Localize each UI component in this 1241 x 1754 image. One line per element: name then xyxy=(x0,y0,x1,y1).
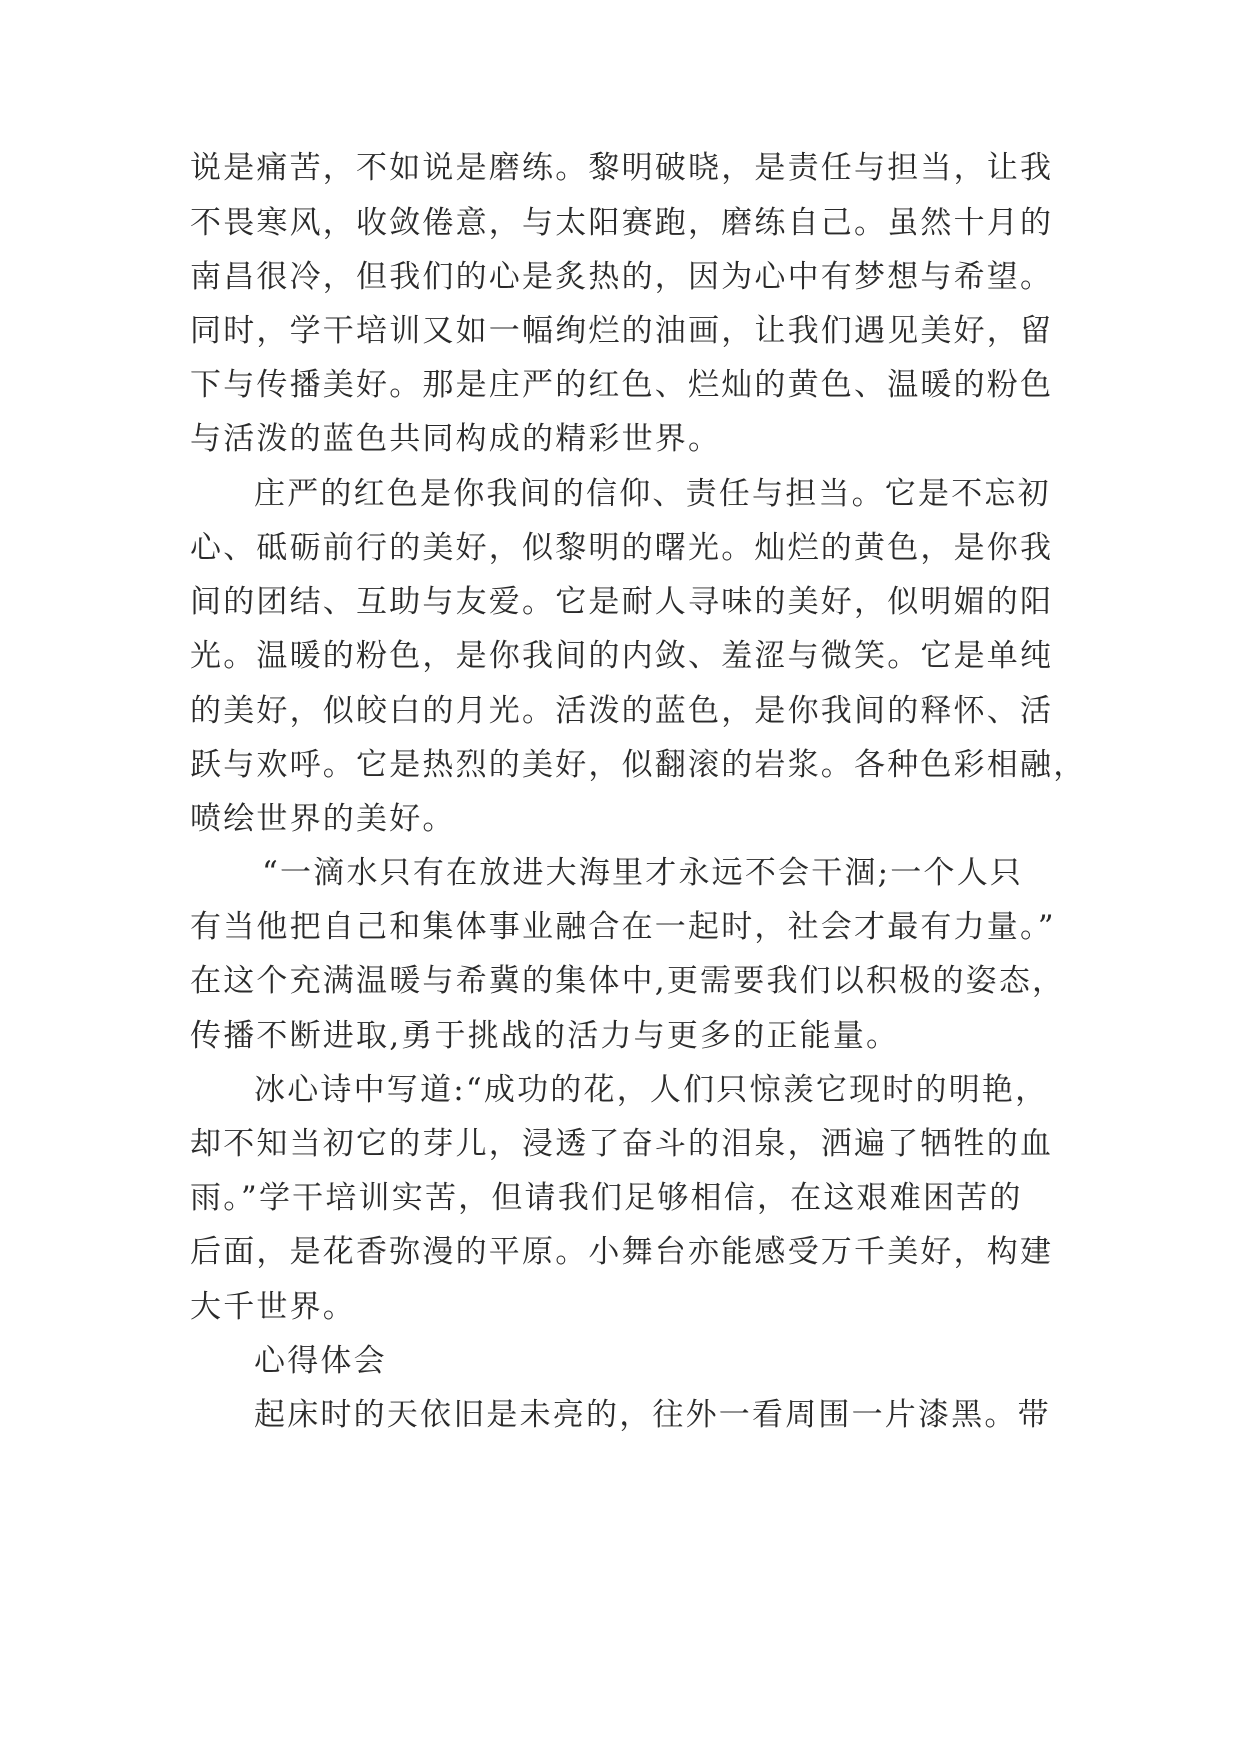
text-line: 的美好，似皎白的月光。活泼的蓝色，是你我间的释怀、活 xyxy=(190,693,1054,729)
text-line: 与活泼的蓝色共同构成的精彩世界。 xyxy=(190,421,722,457)
section-heading: 心得体会 xyxy=(254,1343,387,1379)
text-line: 不畏寒风，收敛倦意，与太阳赛跑，磨练自己。虽然十月的 xyxy=(190,205,1054,241)
paragraph-first-line: 庄严的红色是你我间的信仰、责任与担当。它是不忘初 xyxy=(254,476,1051,512)
text-line: 同时，学干培训又如一幅绚烂的油画，让我们遇见美好，留 xyxy=(190,313,1054,349)
paragraph-first-line: 起床时的天依旧是未亮的，往外一看周围一片漆黑。带 xyxy=(254,1397,1051,1433)
text-line: 间的团结、互助与友爱。它是耐人寻味的美好，似明媚的阳 xyxy=(190,584,1054,620)
text-line: 大千世界。 xyxy=(190,1289,356,1325)
quote-first-line: “一滴水只有在放进大海里才永远不会干涸;一个人只 xyxy=(262,855,1024,891)
text-line: 后面，是花香弥漫的平原。小舞台亦能感受万千美好，构建 xyxy=(190,1234,1054,1270)
text-line: 心、砥砺前行的美好，似黎明的曙光。灿烂的黄色，是你我 xyxy=(190,530,1054,566)
text-line: 雨。”学干培训实苦，但请我们足够相信，在这艰难困苦的 xyxy=(190,1180,1023,1216)
text-line: 喷绘世界的美好。 xyxy=(190,801,456,837)
text-line: 光。温暖的粉色，是你我间的内敛、羞涩与微笑。它是单纯 xyxy=(190,638,1054,674)
text-line: 却不知当初它的芽儿，浸透了奋斗的泪泉，洒遍了牺牲的血 xyxy=(190,1126,1054,1162)
text-line: 南昌很冷，但我们的心是炙热的，因为心中有梦想与希望。 xyxy=(190,259,1054,295)
text-line: 下与传播美好。那是庄严的红色、烂灿的黄色、温暖的粉色 xyxy=(190,367,1054,403)
paragraph-first-line: 冰心诗中写道:“成功的花，人们只惊羡它现时的明艳， xyxy=(254,1072,1049,1108)
text-line: 传播不断进取,勇于挑战的活力与更多的正能量。 xyxy=(190,1018,900,1054)
text-line: 跃与欢呼。它是热烈的美好，似翻滚的岩浆。各种色彩相融， xyxy=(190,747,1087,783)
text-line: 在这个充满温暖与希冀的集体中,更需要我们以积极的姿态， xyxy=(190,963,1066,999)
text-line: 有当他把自己和集体事业融合在一起时，社会才最有力量。” xyxy=(190,909,1056,945)
text-line: 说是痛苦，不如说是磨练。黎明破晓，是责任与担当，让我 xyxy=(190,150,1054,186)
